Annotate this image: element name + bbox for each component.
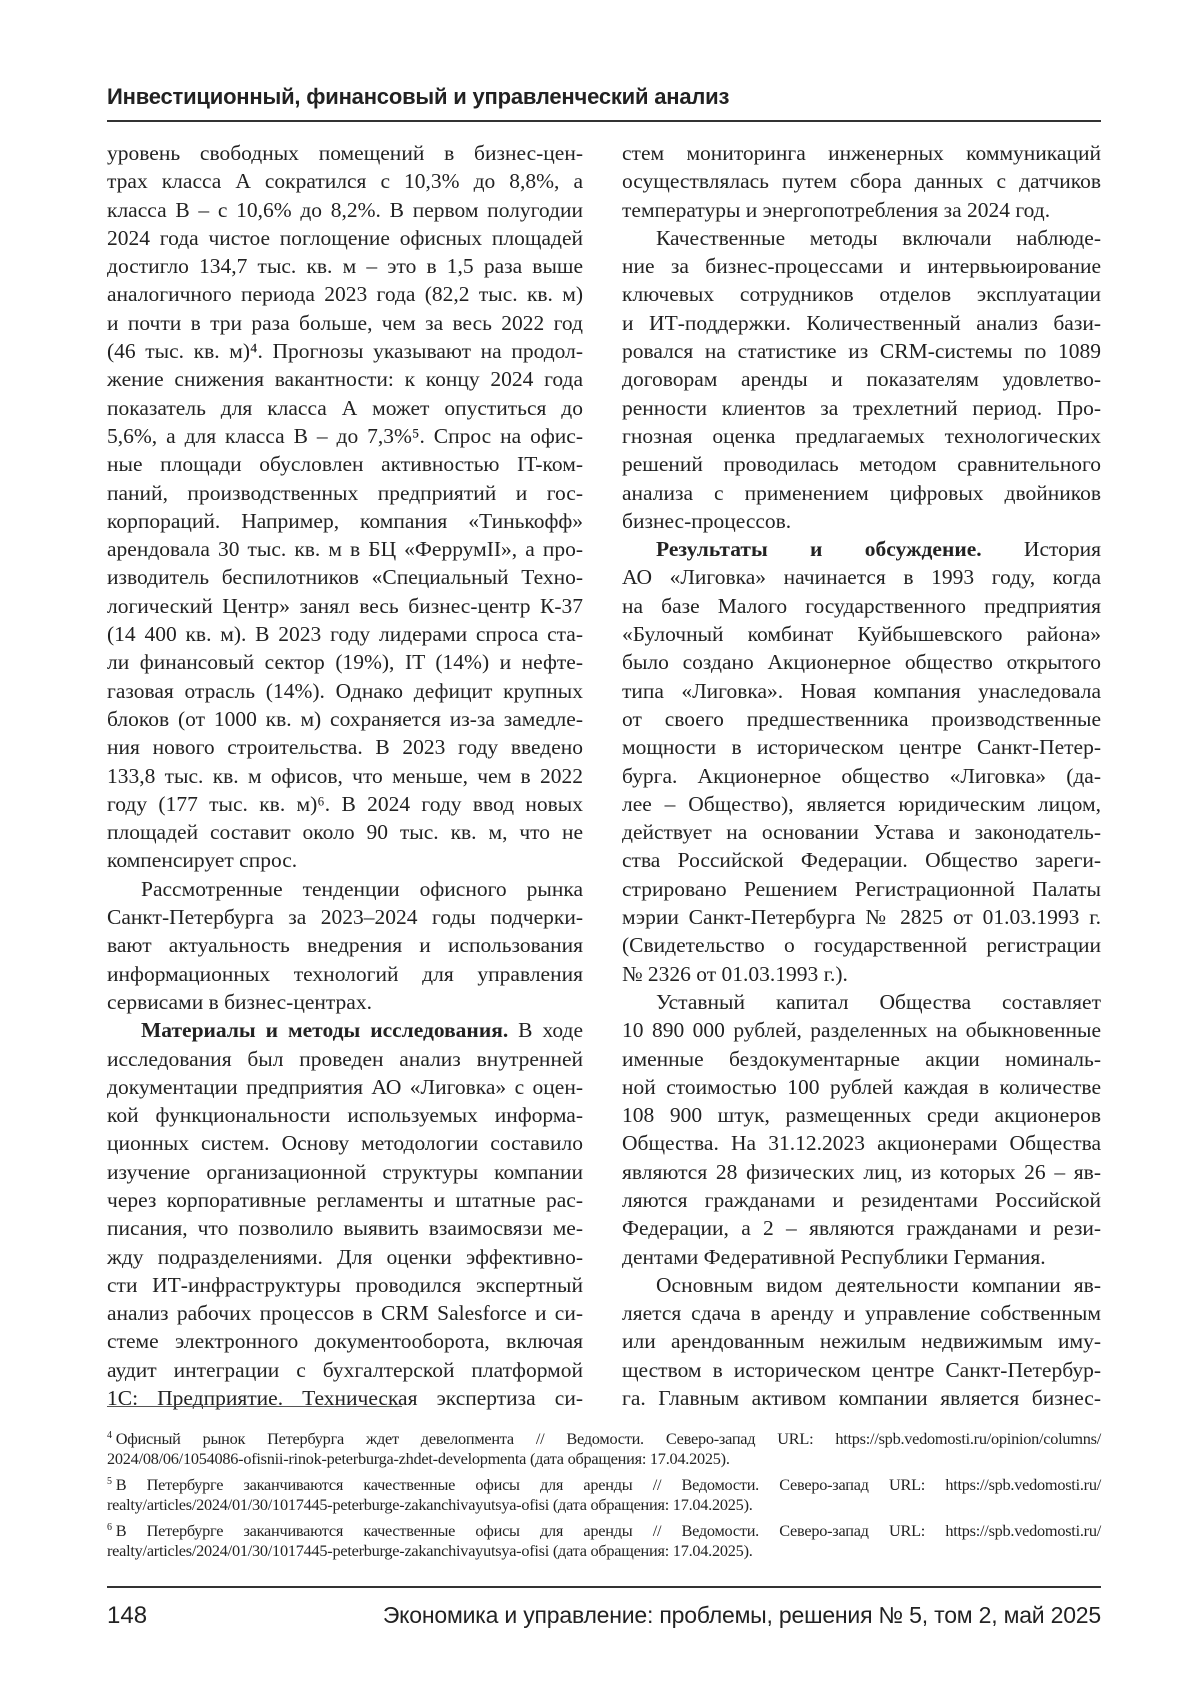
footnote-line [107, 1539, 1101, 1562]
text-line [107, 677, 583, 705]
text-line [622, 1101, 1101, 1129]
text-line [622, 1129, 1101, 1157]
text-line [622, 167, 1101, 195]
text-line [622, 309, 1101, 337]
text-line [622, 790, 1101, 818]
text-line [622, 1271, 1101, 1299]
line-text: являются 28 физических лиц, из которых 26 – яв- [622, 1160, 1101, 1184]
text-line [107, 563, 583, 591]
text-line [622, 365, 1101, 393]
line-text: документации предприятия АО «Лиговка» с оцен- [107, 1075, 583, 1099]
text-line [107, 1045, 583, 1073]
line-text: Общества. На 31.12.2023 акционерами Общества [622, 1131, 1101, 1155]
text-line [622, 648, 1101, 676]
paragraph [622, 988, 1101, 1271]
line-text: ние за бизнес-процессами и интервьюирование [622, 254, 1101, 278]
text-line [622, 1158, 1101, 1186]
text-line [107, 280, 583, 308]
footnote-number: 4 [107, 1430, 112, 1441]
line-text: компенсирует спрос. [107, 848, 297, 872]
text-line [622, 705, 1101, 733]
text-line [622, 592, 1101, 620]
running-header-title: Инвестиционный, финансовый и управленческий анализ [107, 84, 729, 110]
line-text: и ИТ-поддержки. Количественный анализ бази- [622, 311, 1101, 335]
section-heading: Результаты и обсуждение. [656, 537, 982, 561]
text-line [107, 1327, 583, 1355]
text-line [622, 762, 1101, 790]
line-text: га. Главным активом компании является бизнес- [622, 1386, 1101, 1410]
text-line [107, 450, 583, 478]
line-text: Санкт-Петербурга за 2023–2024 годы подчерки- [107, 905, 583, 929]
footnote-divider [107, 1406, 402, 1407]
line-text: осуществлялась путем сбора данных с датчиков [622, 169, 1101, 193]
line-text: мощности в историческом центре Санкт-Петер- [622, 735, 1101, 759]
text-line [622, 1384, 1101, 1412]
text-line [622, 677, 1101, 705]
line-text: арендовала 30 тыс. кв. м в БЦ «ФеррумII», а про- [107, 537, 583, 561]
line-text: договорам аренды и показателям удовлетво- [622, 367, 1101, 391]
line-text: Рассмотренные тенденции офисного рынка [141, 877, 583, 901]
line-text: кой функциональности используемых информа- [107, 1103, 583, 1127]
text-line [622, 1327, 1101, 1355]
line-text: ляется сдача в аренду и управление собственным [622, 1301, 1101, 1325]
line-text: или арендованным нежилым недвижимым иму- [622, 1329, 1101, 1353]
paragraph [622, 224, 1101, 535]
footnote-text: Офисный рынок Петербурга ждет девелопмента // Ведомости. Северо-запад URL: https://spb.vedomosti.ru/opinion/columns/ [116, 1429, 1101, 1448]
line-text: газовая отрасль (14%). Однако дефицит крупных [107, 679, 583, 703]
line-text: исследования был проведен анализ внутренней [107, 1047, 583, 1071]
text-line [622, 1243, 1101, 1271]
text-line [622, 988, 1101, 1016]
line-text: трах класса А сократился с 10,3% до 8,8%, а [107, 169, 583, 193]
line-text: достигло 134,7 тыс. кв. м – это в 1,5 раза выше [107, 254, 583, 278]
line-text: именные бездокументарные акции номиналь- [622, 1047, 1101, 1071]
text-line [107, 592, 583, 620]
footnote-text: 2024/08/06/1054086-ofisnii-rinok-peterburga-zhdet-developmenta (дата обращения: 17.04.2025). [107, 1449, 730, 1468]
footnote-number: 6 [107, 1522, 112, 1533]
footer-divider [107, 1586, 1101, 1588]
line-text: типа «Лиговка». Новая компания унаследовала [622, 679, 1101, 703]
line-text: температуры и энергопотребления за 2024 год. [622, 198, 1050, 222]
line-text: (46 тыс. кв. м)⁴. Прогнозы указывают на продол- [107, 339, 583, 363]
text-line [107, 365, 583, 393]
line-text: «Булочный комбинат Куйбышевского района» [622, 622, 1101, 646]
line-text: вают актуальность внедрения и использования [107, 933, 583, 957]
line-text: 2024 года чистое поглощение офисных площадей [107, 226, 583, 250]
line-text: 5,6%, а для класса В – до 7,3%⁵. Спрос на офис- [107, 424, 583, 448]
line-text: информационных технологий для управления [107, 962, 583, 986]
line-text: паний, производственных предприятий и гос- [107, 481, 583, 505]
footnote-line [107, 1493, 1101, 1516]
line-text: ключевых сотрудников отделов эксплуатации [622, 282, 1101, 306]
footnote-text: В Петербурге заканчиваются качественные офисы для аренды // Ведомости. Северо-запад URL: https://spb.vedomosti.ru/ [116, 1521, 1101, 1540]
line-text: сти ИТ-инфраструктуры проводился экспертный [107, 1273, 583, 1297]
line-text: мэрии Санкт-Петербурга № 2825 от 01.03.1993 г. [622, 905, 1101, 929]
text-line [107, 762, 583, 790]
line-text: ства Российской Федерации. Общество зареги- [622, 848, 1101, 872]
line-text: класса В – с 10,6% до 8,2%. В первом полугодии [107, 198, 583, 222]
line-text: стем мониторинга инженерных коммуникаций [622, 141, 1101, 165]
line-text: № 2326 от 01.03.1993 г.). [622, 962, 848, 986]
text-line [107, 705, 583, 733]
text-line [622, 280, 1101, 308]
line-text: 1С: Предприятие. Техническая экспертиза си- [107, 1386, 583, 1410]
line-text: (14 400 кв. м). В 2023 году лидерами спроса ста- [107, 622, 583, 646]
text-line [622, 450, 1101, 478]
line-text: показатель для класса А может опуститься до [107, 396, 583, 420]
text-line [622, 394, 1101, 422]
line-text: уровень свободных помещений в бизнес-цен- [107, 141, 583, 165]
line-text: АО «Лиговка» начинается в 1993 году, когда [622, 565, 1101, 589]
paragraph [622, 139, 1101, 224]
paragraph [622, 535, 1101, 988]
text-line [622, 337, 1101, 365]
line-text: логический Центр» занял весь бизнес-центр К-37 [107, 594, 583, 618]
left-text-column [107, 139, 583, 1412]
line-text: писания, что позволило выявить взаимосвязи ме- [107, 1216, 583, 1240]
line-text: стрировано Решением Регистрационной Палаты [622, 877, 1101, 901]
text-line [622, 875, 1101, 903]
line-text: 10 890 000 рублей, разделенных на обыкновенные [622, 1018, 1101, 1042]
text-line [622, 507, 1101, 535]
text-line [107, 875, 583, 903]
text-line [107, 960, 583, 988]
line-text: 108 900 штук, размещенных среди акционеров [622, 1103, 1101, 1127]
footnote-number: 5 [107, 1476, 112, 1487]
line-text: (Свидетельство о государственной регистрации [622, 933, 1101, 957]
line-text: анализ рабочих процессов в CRM Salesforce и си- [107, 1301, 583, 1325]
text-line [622, 1073, 1101, 1101]
line-text: ной стоимостью 100 рублей каждая в количестве [622, 1075, 1101, 1099]
line-text: 133,8 тыс. кв. м офисов, что меньше, чем в 2022 [107, 764, 583, 788]
text-line [622, 479, 1101, 507]
right-text-column [622, 139, 1101, 1412]
line-text: гнозная оценка предлагаемых технологических [622, 424, 1101, 448]
text-line [107, 1129, 583, 1157]
line-text: История [982, 537, 1101, 561]
line-text: решений проводилась методом сравнительного [622, 452, 1101, 476]
text-line [107, 733, 583, 761]
text-line [107, 903, 583, 931]
footnote-line [107, 1447, 1101, 1470]
text-line [622, 818, 1101, 846]
line-text: дентами Федеративной Республики Германия. [622, 1245, 1046, 1269]
line-text: ционных систем. Основу методологии составило [107, 1131, 583, 1155]
text-line [622, 1045, 1101, 1073]
line-text: году (177 тыс. кв. м)⁶. В 2024 году ввод новых [107, 792, 583, 816]
text-line [622, 1356, 1101, 1384]
text-line [107, 1356, 583, 1384]
text-line [622, 620, 1101, 648]
text-line [107, 988, 583, 1016]
line-text: действует на основании Устава и законодатель- [622, 820, 1101, 844]
line-text: лее – Общество), является юридическим лицом, [622, 792, 1101, 816]
line-text: сервисами в бизнес-центрах. [107, 990, 372, 1014]
section-heading: Материалы и методы исследования. [141, 1018, 508, 1042]
line-text: изводитель беспилотников «Специальный Техно- [107, 565, 583, 589]
text-line [622, 252, 1101, 280]
page-number: 148 [107, 1602, 147, 1630]
footnote-text: realty/articles/2024/01/30/1017445-peterburge-zakanchivayutsya-ofisi (дата обращения: 17.04.2025). [107, 1541, 753, 1560]
text-line [622, 563, 1101, 591]
text-line [107, 337, 583, 365]
paragraph [622, 1271, 1101, 1412]
text-line [107, 309, 583, 337]
text-line [622, 903, 1101, 931]
text-line [107, 224, 583, 252]
line-text: аналогичного периода 2023 года (82,2 тыс. кв. м) [107, 282, 583, 306]
paragraph [107, 139, 583, 875]
journal-title: Экономика и управление: проблемы, решения № 5, том 2, май 2025 [383, 1602, 1101, 1629]
line-text: Качественные методы включали наблюде- [656, 226, 1101, 250]
line-text: и почти в три раза больше, чем за весь 2022 год [107, 311, 583, 335]
text-line [622, 224, 1101, 252]
text-line [107, 479, 583, 507]
line-text: стеме электронного документооборота, включая [107, 1329, 583, 1353]
line-text: через корпоративные регламенты и штатные рас- [107, 1188, 583, 1212]
line-text: ляются гражданами и резидентами Российской [622, 1188, 1101, 1212]
text-line [622, 196, 1101, 224]
text-line [107, 507, 583, 535]
text-line [107, 252, 583, 280]
paragraph [107, 875, 583, 1016]
text-line [622, 960, 1101, 988]
text-line [622, 1214, 1101, 1242]
text-line [107, 167, 583, 195]
text-line [107, 1243, 583, 1271]
line-text: блоков (от 1000 кв. м) сохраняется из-за замедле- [107, 707, 583, 731]
footnote-text: realty/articles/2024/01/30/1017445-peterburge-zakanchivayutsya-ofisi (дата обращения: 17.04.2025). [107, 1495, 753, 1514]
line-text: Уставный капитал Общества составляет [656, 990, 1101, 1014]
text-line [107, 422, 583, 450]
header-divider [107, 120, 1101, 122]
text-line [622, 1016, 1101, 1044]
text-line [107, 1073, 583, 1101]
text-line [622, 422, 1101, 450]
line-text: ровался на статистике из CRM-системы по 1089 [622, 339, 1101, 363]
line-text: жду подразделениями. Для оценки эффективно- [107, 1245, 583, 1269]
line-text: ные площади обусловлен активностью IT-ком- [107, 452, 583, 476]
text-line [622, 139, 1101, 167]
footnote-text: В Петербурге заканчиваются качественные офисы для аренды // Ведомости. Северо-запад URL: https://spb.vedomosti.ru/ [116, 1475, 1101, 1494]
line-text: ренности клиентов за трехлетний период. Про- [622, 396, 1101, 420]
text-line [107, 1186, 583, 1214]
text-line [622, 846, 1101, 874]
text-line [107, 1271, 583, 1299]
text-line [622, 1186, 1101, 1214]
footnote-line [107, 1470, 1101, 1493]
text-line [107, 1384, 583, 1412]
line-text: жение снижения вакантности: к концу 2024 года [107, 367, 583, 391]
text-line [107, 620, 583, 648]
text-line [107, 139, 583, 167]
text-line [107, 1214, 583, 1242]
line-text: Федерации, а 2 – являются гражданами и рези- [622, 1216, 1101, 1240]
footnotes [107, 1424, 1101, 1562]
text-line [622, 931, 1101, 959]
text-line [107, 931, 583, 959]
line-text: ния нового строительства. В 2023 году введено [107, 735, 583, 759]
text-line [107, 1299, 583, 1327]
footnote [107, 1516, 1101, 1562]
text-line [107, 535, 583, 563]
text-line [107, 1101, 583, 1129]
text-line [107, 818, 583, 846]
line-text: корпораций. Например, компания «Тинькофф» [107, 509, 583, 533]
line-text: площадей составит около 90 тыс. кв. м, что не [107, 820, 583, 844]
line-text: бизнес-процессов. [622, 509, 791, 533]
text-line [107, 846, 583, 874]
paragraph [107, 1016, 583, 1412]
footnote [107, 1424, 1101, 1470]
text-line [622, 535, 1101, 563]
line-text: Основным видом деятельности компании яв- [656, 1273, 1101, 1297]
text-line [107, 1158, 583, 1186]
line-text: аудит интеграции с бухгалтерской платформой [107, 1358, 583, 1382]
text-line [107, 790, 583, 818]
line-text: от своего предшественника производственные [622, 707, 1101, 731]
text-line [622, 733, 1101, 761]
footnote [107, 1470, 1101, 1516]
line-text: В ходе [508, 1018, 583, 1042]
line-text: бурга. Акционерное общество «Лиговка» (да- [622, 764, 1101, 788]
text-line [107, 1016, 583, 1044]
footnote-line [107, 1424, 1101, 1447]
text-line [107, 648, 583, 676]
line-text: было создано Акционерное общество открытого [622, 650, 1101, 674]
line-text: на базе Малого государственного предприятия [622, 594, 1101, 618]
line-text: изучение организационной структуры компании [107, 1160, 583, 1184]
line-text: ли финансовый сектор (19%), IT (14%) и нефте- [107, 650, 583, 674]
footnote-line [107, 1516, 1101, 1539]
line-text: ществом в историческом центре Санкт-Петербур- [622, 1358, 1101, 1382]
text-line [107, 394, 583, 422]
line-text: анализа с применением цифровых двойников [622, 481, 1101, 505]
text-line [622, 1299, 1101, 1327]
text-line [107, 196, 583, 224]
